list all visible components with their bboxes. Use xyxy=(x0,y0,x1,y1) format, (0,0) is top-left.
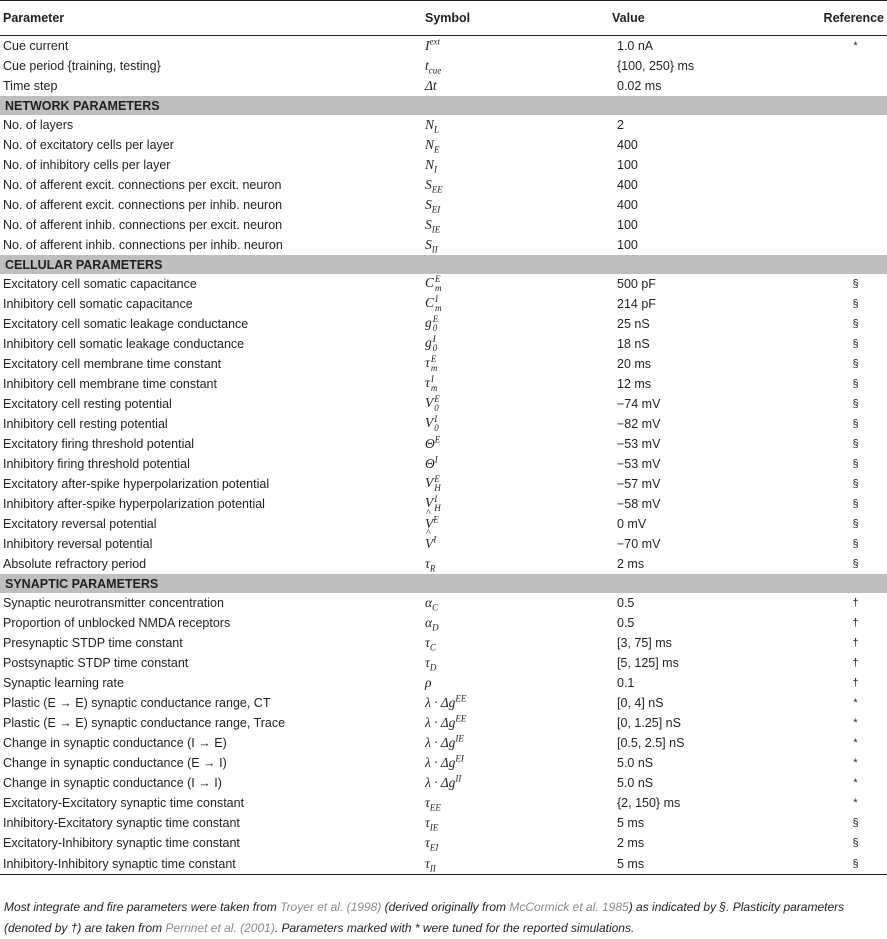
symbol-cell xyxy=(425,474,612,494)
math-symbol: $\tau_{IE}$ xyxy=(425,815,439,833)
value-cell: 0 mV xyxy=(617,517,647,531)
symbol-cell xyxy=(425,713,612,733)
symbol-cell xyxy=(425,733,612,753)
symbol-cell xyxy=(425,514,612,534)
math-symbol: $\tau_R$ xyxy=(425,556,436,574)
reference-cell: § xyxy=(852,498,859,510)
math-symbol: $\Theta^I$ xyxy=(425,454,438,471)
symbol-cell xyxy=(425,534,612,554)
math-symbol: Δt xyxy=(425,78,437,93)
symbol-cell xyxy=(425,314,612,334)
symbol-cell xyxy=(425,215,612,235)
value-cell: 0.02 ms xyxy=(617,79,662,93)
table-row xyxy=(0,554,887,574)
table-row xyxy=(0,76,887,96)
table-row xyxy=(0,673,887,693)
symbol-cell xyxy=(425,593,612,613)
parameter-cell: Change in synaptic conductance (I → E) xyxy=(3,736,227,750)
table-row xyxy=(0,514,887,534)
symbol-cell xyxy=(425,693,612,713)
symbol-cell xyxy=(425,195,612,215)
math-symbol: C I m xyxy=(425,294,442,313)
symbol-cell xyxy=(425,274,612,294)
parameter-cell: Cue period {training, testing} xyxy=(3,59,161,73)
value-cell: −82 mV xyxy=(617,417,661,431)
reference-cell: § xyxy=(852,817,859,829)
footnote-text-4: . Parameters marked with * were tuned for the reported simulations. xyxy=(274,921,635,935)
reference-cell: † xyxy=(852,657,859,669)
symbol-cell xyxy=(425,833,612,853)
value-cell: 5 ms xyxy=(612,853,812,875)
symbol-cell xyxy=(425,494,612,514)
reference-cell xyxy=(812,215,887,235)
symbol-cell xyxy=(425,76,612,96)
table-row xyxy=(0,853,887,875)
table-row xyxy=(0,36,887,57)
value-cell: −70 mV xyxy=(617,537,661,551)
table-row xyxy=(0,274,887,294)
math-symbol: V I H xyxy=(425,494,441,513)
footnote-text-3: ) as indicated by §. Plasticity parameters (denoted by †) are taken from xyxy=(4,900,845,935)
math-symbol: $\lambda \cdot \Delta g^{II}$ xyxy=(425,773,462,790)
math-symbol: ^ $V^I$ xyxy=(425,536,436,551)
reference-cell: * xyxy=(853,717,858,729)
reference-cell: * xyxy=(853,757,858,769)
parameter-cell: Synaptic neurotransmitter concentration xyxy=(3,596,224,610)
parameter-cell: Inhibitory cell somatic capacitance xyxy=(3,297,193,311)
math-symbol: ^ $V^E$ xyxy=(425,516,439,531)
symbol-cell xyxy=(425,414,612,434)
table-row xyxy=(0,733,887,753)
value-cell: 5 ms xyxy=(617,816,645,830)
value-cell: [0, 1.25] nS xyxy=(617,716,681,730)
reference-cell: § xyxy=(852,298,859,310)
table-body xyxy=(0,36,887,875)
table-row xyxy=(0,474,887,494)
value-cell: 1.0 nA xyxy=(617,39,654,53)
math-symbol: $S_{IE}$ xyxy=(425,217,441,235)
symbol-cell xyxy=(425,554,612,574)
table-header xyxy=(0,1,887,36)
math-symbol: g E 0 xyxy=(425,314,439,333)
value-cell: [3, 75] ms xyxy=(617,636,672,650)
math-symbol: $\tau_{II}$ xyxy=(425,855,436,874)
reference-cell: § xyxy=(852,837,859,849)
math-symbol: $I^{ext}$ xyxy=(425,36,440,53)
value-cell: 0.1 xyxy=(617,676,635,690)
parameter-cell: Change in synaptic conductance (I → I) xyxy=(3,776,222,790)
math-symbol: $N_L$ xyxy=(425,117,440,135)
parameter-cell: No. of afferent inhib. connections per inhib. neuron xyxy=(3,238,283,252)
citation-link-perrinet[interactable]: Perrinet et al. (2001) xyxy=(165,921,275,935)
reference-cell xyxy=(812,195,887,215)
value-cell: −58 mV xyxy=(617,497,661,511)
reference-cell: * xyxy=(853,40,858,52)
header-row xyxy=(0,1,887,36)
parameter-cell: No. of afferent excit. connections per excit. neuron xyxy=(3,178,282,192)
parameter-cell: Excitatory reversal potential xyxy=(3,517,157,531)
table-row xyxy=(0,773,887,793)
table-row xyxy=(0,135,887,155)
value-cell: [5, 125] ms xyxy=(617,656,679,670)
table-row xyxy=(0,235,887,255)
symbol-cell xyxy=(425,853,612,875)
parameter-cell: Inhibitory cell somatic leakage conductance xyxy=(3,337,245,351)
parameter-cell: Plastic (E → E) synaptic conductance range, CT xyxy=(3,696,271,710)
value-cell: 100 xyxy=(617,158,638,172)
table-row xyxy=(0,115,887,135)
value-cell: 2 ms xyxy=(617,557,645,571)
table-footnote xyxy=(4,897,884,939)
reference-cell: § xyxy=(852,538,859,550)
table-row xyxy=(0,633,887,653)
math-symbol: $N_I$ xyxy=(425,157,438,175)
reference-cell: † xyxy=(852,677,859,689)
symbol-cell xyxy=(425,175,612,195)
value-cell: 100 xyxy=(617,238,638,252)
math-symbol: τ I m xyxy=(425,374,438,393)
footnote-text-2: (derived originally from xyxy=(381,900,510,914)
reference-cell: * xyxy=(853,777,858,789)
reference-cell: § xyxy=(852,518,859,530)
value-cell: −53 mV xyxy=(617,437,661,451)
parameter-cell: No. of layers xyxy=(3,118,74,132)
parameter-cell: Change in synaptic conductance (E → I) xyxy=(3,756,227,770)
table-row xyxy=(0,155,887,175)
table-row xyxy=(0,833,887,853)
math-symbol: V E 0 xyxy=(425,394,440,413)
math-symbol: $N_E$ xyxy=(425,137,440,155)
parameter-cell: Excitatory firing threshold potential xyxy=(3,437,195,451)
symbol-cell xyxy=(425,354,612,374)
value-cell: 0.5 xyxy=(617,616,635,630)
reference-cell: * xyxy=(853,697,858,709)
symbol-cell xyxy=(425,434,612,454)
parameter-cell: Excitatory cell somatic capacitance xyxy=(3,277,197,291)
table-row xyxy=(0,394,887,414)
parameter-cell: Time step xyxy=(3,79,58,93)
header-parameter: Parameter xyxy=(0,1,425,36)
parameter-cell: Excitatory-Inhibitory synaptic time constant xyxy=(3,836,240,850)
parameter-cell: No. of inhibitory cells per layer xyxy=(3,158,171,172)
header-reference: Reference xyxy=(812,1,887,36)
symbol-cell xyxy=(425,813,612,833)
table-row xyxy=(0,613,887,633)
value-cell: 2 ms xyxy=(617,836,645,850)
math-symbol: $\tau_{EE}$ xyxy=(425,795,441,813)
value-cell: [0.5, 2.5] nS xyxy=(617,736,685,750)
symbol-cell xyxy=(425,613,612,633)
reference-cell: § xyxy=(852,378,859,390)
reference-cell: † xyxy=(852,617,859,629)
symbol-cell xyxy=(425,334,612,354)
value-cell: 0.5 xyxy=(617,596,635,610)
value-cell: {2, 150} ms xyxy=(617,796,681,810)
reference-cell: * xyxy=(853,797,858,809)
math-symbol: $t_{cue}$ xyxy=(425,58,442,76)
parameter-cell: Excitatory cell resting potential xyxy=(3,397,172,411)
reference-cell xyxy=(812,235,887,255)
reference-cell: § xyxy=(852,478,859,490)
header-value: Value xyxy=(612,1,812,36)
table-row xyxy=(0,334,887,354)
math-symbol: V I 0 xyxy=(425,414,439,433)
table-row xyxy=(0,175,887,195)
parameter-cell: Proportion of unblocked NMDA receptors xyxy=(3,616,231,630)
reference-cell: § xyxy=(852,358,859,370)
symbol-cell xyxy=(425,155,612,175)
value-cell: 100 xyxy=(617,218,638,232)
section-title: NETWORK PARAMETERS xyxy=(0,96,887,115)
table-row xyxy=(0,215,887,235)
value-cell: −53 mV xyxy=(617,457,661,471)
reference-cell: § xyxy=(852,318,859,330)
parameter-cell: Synaptic learning rate xyxy=(3,676,124,690)
table-row xyxy=(0,534,887,554)
symbol-cell xyxy=(425,135,612,155)
parameter-cell: No. of afferent excit. connections per inhib. neuron xyxy=(3,198,283,212)
parameter-cell: Excitatory-Excitatory synaptic time constant xyxy=(3,796,245,810)
symbol-cell xyxy=(425,653,612,673)
reference-cell: § xyxy=(852,338,859,350)
table-row xyxy=(0,314,887,334)
symbol-cell xyxy=(425,235,612,255)
section-title: CELLULAR PARAMETERS xyxy=(0,255,887,274)
parameter-cell: Inhibitory cell resting potential xyxy=(3,417,168,431)
table-row xyxy=(0,593,887,613)
parameter-cell: No. of afferent inhib. connections per excit. neuron xyxy=(3,218,283,232)
header-symbol: Symbol xyxy=(425,1,612,36)
symbol-cell xyxy=(425,394,612,414)
math-symbol: $S_{EI}$ xyxy=(425,197,441,215)
symbol-cell xyxy=(425,633,612,653)
section-header-row xyxy=(0,574,887,593)
math-symbol: C E m xyxy=(425,274,442,293)
value-cell: −74 mV xyxy=(617,397,661,411)
math-symbol: $\tau_D$ xyxy=(425,655,437,673)
reference-cell xyxy=(812,135,887,155)
reference-cell: § xyxy=(852,438,859,450)
parameter-cell: Excitatory after-spike hyperpolarization potential xyxy=(3,477,270,491)
table-row xyxy=(0,653,887,673)
reference-cell: § xyxy=(852,458,859,470)
reference-cell: § xyxy=(852,278,859,290)
value-cell: 25 nS xyxy=(617,317,650,331)
parameter-cell: Presynaptic STDP time constant xyxy=(3,636,183,650)
reference-cell: † xyxy=(852,597,859,609)
parameter-cell: Excitatory cell membrane time constant xyxy=(3,357,222,371)
reference-cell: § xyxy=(852,398,859,410)
table-row xyxy=(0,354,887,374)
symbol-cell xyxy=(425,454,612,474)
reference-cell xyxy=(812,76,887,96)
parameter-cell: Inhibitory after-spike hyperpolarization potential xyxy=(3,497,265,511)
math-symbol: $\lambda \cdot \Delta g^{EI}$ xyxy=(425,753,464,770)
math-symbol: $\lambda \cdot \Delta g^{EE}$ xyxy=(425,713,467,730)
value-cell: 18 nS xyxy=(617,337,650,351)
parameter-cell: No. of excitatory cells per layer xyxy=(3,138,174,152)
citation-link-troyer[interactable]: Troyer et al. (1998) xyxy=(280,900,382,914)
reference-cell xyxy=(812,56,887,76)
reference-cell: § xyxy=(852,558,859,570)
math-symbol: V E H xyxy=(425,474,441,493)
value-cell: 12 ms xyxy=(617,377,652,391)
table-row xyxy=(0,434,887,454)
math-symbol: $\lambda \cdot \Delta g^{EE}$ xyxy=(425,693,467,710)
table-row xyxy=(0,713,887,733)
table-row xyxy=(0,454,887,474)
table-row xyxy=(0,195,887,215)
symbol-cell xyxy=(425,294,612,314)
parameter-cell: Inhibitory-Inhibitory synaptic time constant xyxy=(0,853,425,875)
table-row xyxy=(0,793,887,813)
value-cell: 5.0 nS xyxy=(617,756,654,770)
parameter-cell: Absolute refractory period xyxy=(3,557,147,571)
parameter-cell: Postsynaptic STDP time constant xyxy=(3,656,189,670)
reference-cell xyxy=(812,155,887,175)
reference-cell: † xyxy=(852,637,859,649)
parameter-cell: Inhibitory cell membrane time constant xyxy=(3,377,217,391)
table-row xyxy=(0,294,887,314)
value-cell: 400 xyxy=(617,198,638,212)
citation-link-mccormick[interactable]: McCormick et al. 1985 xyxy=(509,900,629,914)
value-cell: 5.0 nS xyxy=(617,776,654,790)
value-cell: 2 xyxy=(617,118,624,132)
symbol-cell xyxy=(425,56,612,76)
math-symbol: ρ xyxy=(425,675,432,690)
math-symbol: $\lambda \cdot \Delta g^{IE}$ xyxy=(425,733,464,750)
parameter-cell: Cue current xyxy=(3,39,69,53)
section-header-row xyxy=(0,255,887,274)
math-symbol: $\Theta^E$ xyxy=(425,434,441,451)
section-title: SYNAPTIC PARAMETERS xyxy=(0,574,887,593)
table-row xyxy=(0,374,887,394)
table-row xyxy=(0,414,887,434)
reference-cell: * xyxy=(853,737,858,749)
symbol-cell xyxy=(425,673,612,693)
reference-cell xyxy=(812,115,887,135)
value-cell: 500 pF xyxy=(617,277,656,291)
math-symbol: $\alpha_C$ xyxy=(425,595,439,613)
value-cell: 400 xyxy=(617,138,638,152)
math-symbol: $\alpha_D$ xyxy=(425,615,439,633)
table-row xyxy=(0,693,887,713)
symbol-cell xyxy=(425,115,612,135)
value-cell: [0, 4] nS xyxy=(617,696,664,710)
table-row xyxy=(0,813,887,833)
symbol-cell xyxy=(425,36,612,57)
value-cell: 400 xyxy=(617,178,638,192)
parameter-cell: Inhibitory firing threshold potential xyxy=(3,457,190,471)
reference-cell: § xyxy=(852,418,859,430)
parameter-cell: Inhibitory-Excitatory synaptic time constant xyxy=(3,816,240,830)
parameter-cell: Excitatory cell somatic leakage conductance xyxy=(3,317,249,331)
symbol-cell xyxy=(425,753,612,773)
symbol-cell xyxy=(425,374,612,394)
value-cell: {100, 250} ms xyxy=(617,59,695,73)
symbol-cell xyxy=(425,793,612,813)
math-symbol: τ E m xyxy=(425,354,438,373)
value-cell: 214 pF xyxy=(617,297,656,311)
parameter-cell: Inhibitory reversal potential xyxy=(3,537,153,551)
table-row xyxy=(0,56,887,76)
section-header-row xyxy=(0,96,887,115)
reference-cell xyxy=(812,175,887,195)
math-symbol: g I 0 xyxy=(425,334,438,353)
value-cell: 20 ms xyxy=(617,357,652,371)
math-symbol: $S_{EE}$ xyxy=(425,177,443,195)
table-row xyxy=(0,753,887,773)
symbol-cell xyxy=(425,773,612,793)
footnote-text-1: Most integrate and fire parameters were taken from xyxy=(4,900,281,914)
math-symbol: $\tau_{EI}$ xyxy=(425,835,439,853)
parameter-cell: Plastic (E → E) synaptic conductance range, Trace xyxy=(3,716,286,730)
math-symbol: $\tau_C$ xyxy=(425,635,436,653)
math-symbol: $S_{II}$ xyxy=(425,237,438,255)
value-cell: −57 mV xyxy=(617,477,661,491)
reference-cell: § xyxy=(812,853,887,875)
table-row xyxy=(0,494,887,514)
